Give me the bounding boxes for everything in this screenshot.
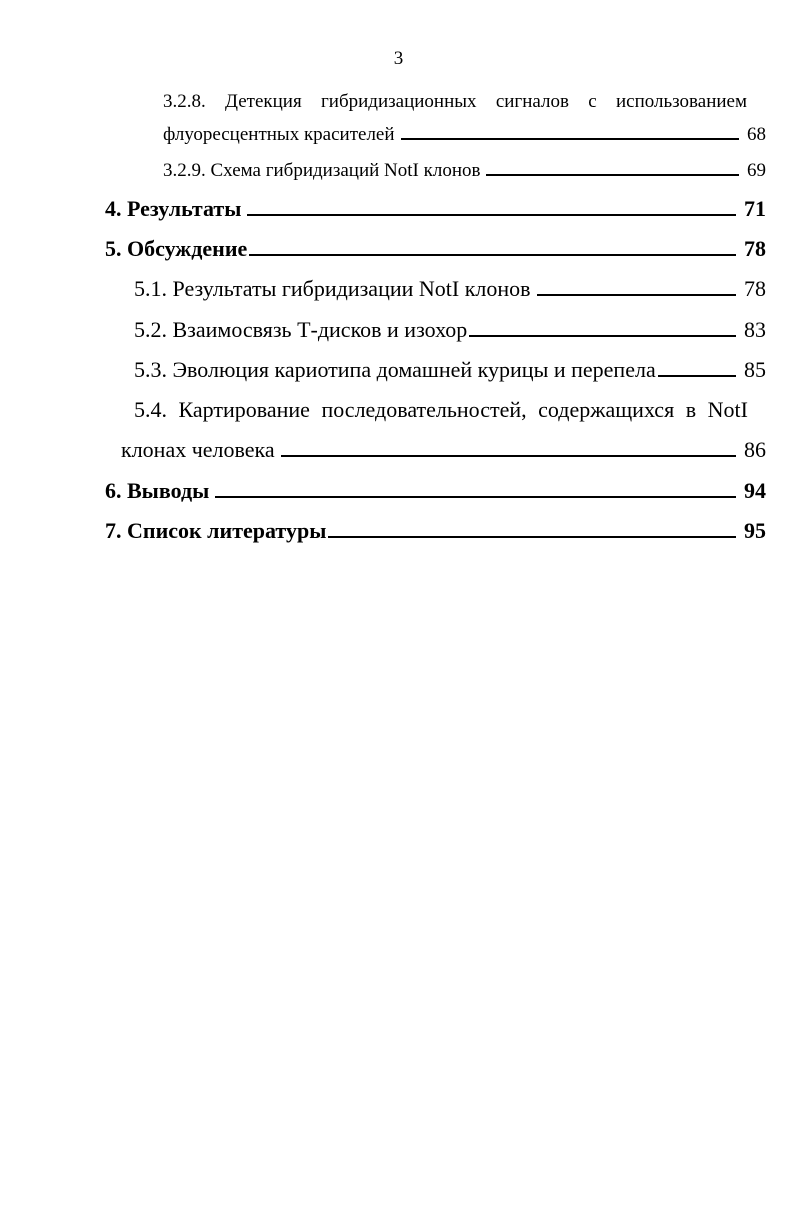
- toc-entry-5-4-line2: [121, 437, 766, 463]
- toc-title: 5.3. Эволюция кариотипа домашней курицы и перепела: [134, 357, 656, 382]
- toc-title: 5. Обсуждение: [105, 236, 248, 261]
- word: последовательностей,: [321, 397, 527, 422]
- toc-page: 86: [744, 437, 766, 462]
- dot-leader: [658, 375, 736, 377]
- word: 3.2.8.: [163, 91, 206, 112]
- word: содержащихся: [538, 397, 675, 422]
- toc-entry-3-2-8-line1: [163, 91, 747, 113]
- dot-leader: [537, 294, 736, 296]
- toc-page: 95: [744, 518, 766, 543]
- toc-page: 68: [747, 124, 766, 145]
- toc-entry-7: [105, 518, 766, 544]
- dot-leader: [249, 254, 736, 256]
- word: сигналов: [495, 91, 569, 112]
- toc-entry-5-1: [134, 276, 766, 302]
- word: гибридизационных: [321, 91, 477, 112]
- toc-entry-4: [105, 196, 766, 222]
- toc-page: 94: [744, 478, 766, 503]
- toc-title: 4. Результаты: [105, 196, 242, 221]
- toc-page: 78: [744, 236, 766, 261]
- toc-entry-5: [105, 236, 766, 262]
- toc-entry-5-2: [134, 317, 766, 343]
- dot-leader: [281, 455, 736, 457]
- word: NotI: [707, 397, 748, 422]
- toc-page: 78: [744, 276, 766, 301]
- toc-page: 83: [744, 317, 766, 342]
- toc-page: 69: [747, 160, 766, 181]
- word: Детекция: [225, 91, 302, 112]
- toc-title: 5.1. Результаты гибридизации NotI клонов: [134, 276, 531, 301]
- dot-leader: [247, 214, 736, 216]
- toc-title: клонах человека: [121, 437, 275, 462]
- page-number: 3: [393, 48, 404, 69]
- dot-leader: [401, 138, 739, 140]
- word: с: [588, 91, 597, 112]
- toc-entry-6: [105, 478, 766, 504]
- dot-leader: [486, 174, 739, 176]
- dot-leader: [469, 335, 736, 337]
- dot-leader: [215, 496, 736, 498]
- word: в: [685, 397, 697, 422]
- word: использованием: [615, 91, 747, 112]
- toc-title: флуоресцентных красителей: [163, 124, 395, 145]
- word: 5.4.: [134, 397, 167, 422]
- word: Картирование: [178, 397, 310, 422]
- dot-leader: [328, 536, 736, 538]
- toc-page: 71: [744, 196, 766, 221]
- toc-entry-5-3: [134, 357, 766, 383]
- toc-title: 7. Список литературы: [105, 518, 327, 543]
- toc-title: 5.2. Взаимосвязь Т-дисков и изохор: [134, 317, 468, 342]
- toc-title: 6. Выводы: [105, 478, 210, 503]
- toc-entry-5-4-line1: [134, 397, 748, 423]
- toc-entry-3-2-8-line2: [163, 124, 766, 146]
- toc-page: 85: [744, 357, 766, 382]
- toc-title: 3.2.9. Схема гибридизаций NotI клонов: [163, 160, 481, 181]
- toc-entry-3-2-9: [163, 160, 766, 182]
